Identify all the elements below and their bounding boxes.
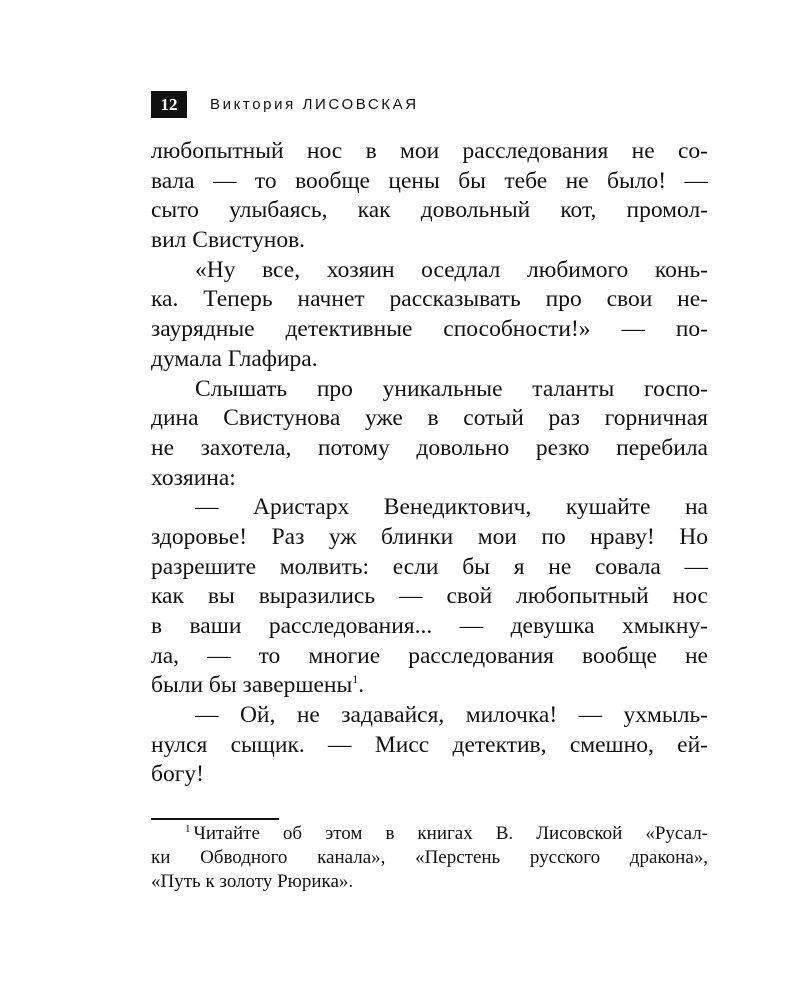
text-line: хозяина: bbox=[151, 464, 236, 491]
text-line: нулся сыщик. — Мисс детектив, смешно, ей- bbox=[151, 731, 708, 758]
text-line: Слышать про уникальные таланты госпо- bbox=[195, 375, 708, 402]
page-number: 12 bbox=[151, 91, 187, 118]
footnote-line: ки Обводного канала», «Перстень русского дракона», bbox=[151, 847, 708, 868]
text-line: вала — то вообще цены бы тебе не было! — bbox=[151, 167, 708, 194]
text-line: разрешите молвить: если бы я не совала — bbox=[151, 553, 708, 580]
running-head-author: Виктория ЛИСОВСКАЯ bbox=[210, 96, 419, 113]
text-line: не захотела, потому довольно резко перебила bbox=[151, 434, 708, 461]
text-line: — Аристарх Венедиктович, кушайте на bbox=[195, 494, 708, 521]
footnote-line: «Путь к золоту Рюрика». bbox=[151, 871, 354, 892]
text-line: ла, — то многие расследования вообще не bbox=[151, 642, 708, 669]
footnote-line-content: Читайте об этом в книгах В. Лисовской «Русал- bbox=[193, 823, 708, 844]
text-line: сыто улыбаясь, как довольный кот, промол- bbox=[151, 197, 708, 224]
text-line-punctuation: . bbox=[358, 672, 365, 699]
body-text bbox=[151, 137, 708, 790]
text-line: богу! bbox=[151, 761, 204, 788]
text-line-with-footnote-ref bbox=[151, 671, 708, 701]
text-line: здоровье! Раз уж блинки мои по нраву! Но bbox=[151, 523, 708, 550]
text-line: — Ой, не задавайся, милочка! — ухмыль- bbox=[195, 702, 708, 729]
text-line: «Ну все, хозяин оседлал любимого конь- bbox=[195, 256, 708, 283]
footnote-reference[interactable]: 1 bbox=[352, 672, 359, 687]
text-line: думала Глафира. bbox=[151, 345, 318, 372]
text-line: любопытный нос в мои расследования не со- bbox=[151, 138, 708, 164]
page-header bbox=[151, 91, 419, 118]
text-line: ка. Теперь начнет рассказывать про свои не- bbox=[151, 286, 708, 313]
footnote-line bbox=[151, 822, 708, 846]
text-line: заурядные детективные способности!» — по- bbox=[151, 316, 708, 343]
footnote-mark: 1 bbox=[185, 823, 191, 835]
text-line: дина Свистунова уже в сотый раз горничная bbox=[151, 405, 708, 432]
text-line-content: были бы завершены bbox=[151, 672, 353, 699]
text-line: в ваши расследования... — девушка хмыкну- bbox=[151, 613, 708, 639]
footnote-divider bbox=[151, 818, 279, 820]
footnote-block bbox=[151, 822, 708, 894]
text-line: как вы выразились — свой любопытный нос bbox=[151, 583, 708, 610]
text-line: вил Свистунов. bbox=[151, 227, 306, 254]
